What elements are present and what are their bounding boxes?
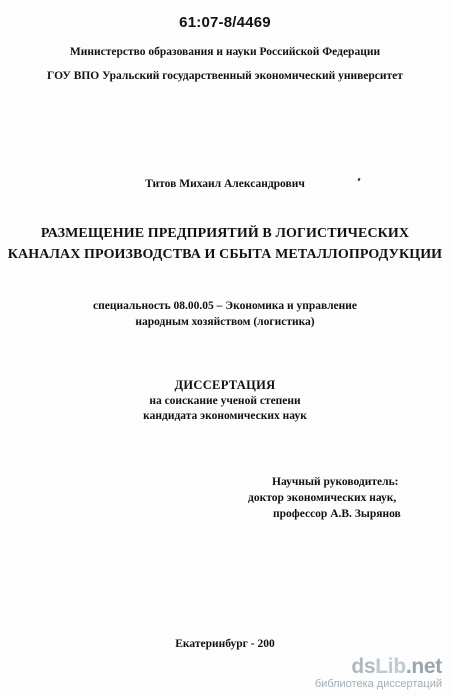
thesis-title-line-1: РАЗМЕЩЕНИЕ ПРЕДПРИЯТИЙ В ЛОГИСТИЧЕСКИХ — [40, 226, 410, 241]
specialty-line-2: народным хозяйством (логистика) — [135, 316, 315, 328]
thesis-title-line-2: КАНАЛАХ ПРОИЗВОДСТВА И СБЫТА МЕТАЛЛОПРОДУКЦИИ — [7, 247, 443, 262]
document-code: 61:07-8/4469 — [179, 14, 271, 31]
degree-line-2: кандидата экономических наук — [143, 410, 307, 422]
watermark-logo-lib: Lib — [375, 655, 406, 678]
author-name: Титов Михаил Александрович — [145, 178, 305, 190]
watermark-logo-ds: ds — [351, 655, 376, 678]
watermark-logo — [314, 656, 442, 678]
city-year: Екатеринбург - 200 — [175, 638, 275, 650]
university-name: ГОУ ВПО Уральский государственный экономический университет — [47, 70, 403, 82]
dslib-watermark — [314, 656, 442, 691]
ministry-name: Министерство образования и науки Российской Федерации — [69, 46, 381, 58]
watermark-subtitle: библиотека диссертаций — [314, 678, 442, 690]
specialty-line-1: специальность 08.00.05 – Экономика и управление — [92, 300, 358, 312]
watermark-logo-net: .net — [405, 655, 442, 678]
dissertation-heading: ДИССЕРТАЦИЯ — [174, 378, 276, 392]
supervisor-degree: доктор экономических наук, — [248, 492, 397, 504]
supervisor-name: профессор А.В. Зырянов — [273, 508, 401, 520]
degree-line-1: на соискание ученой степени — [149, 395, 301, 407]
supervisor-label: Научный руководитель: — [272, 476, 399, 488]
